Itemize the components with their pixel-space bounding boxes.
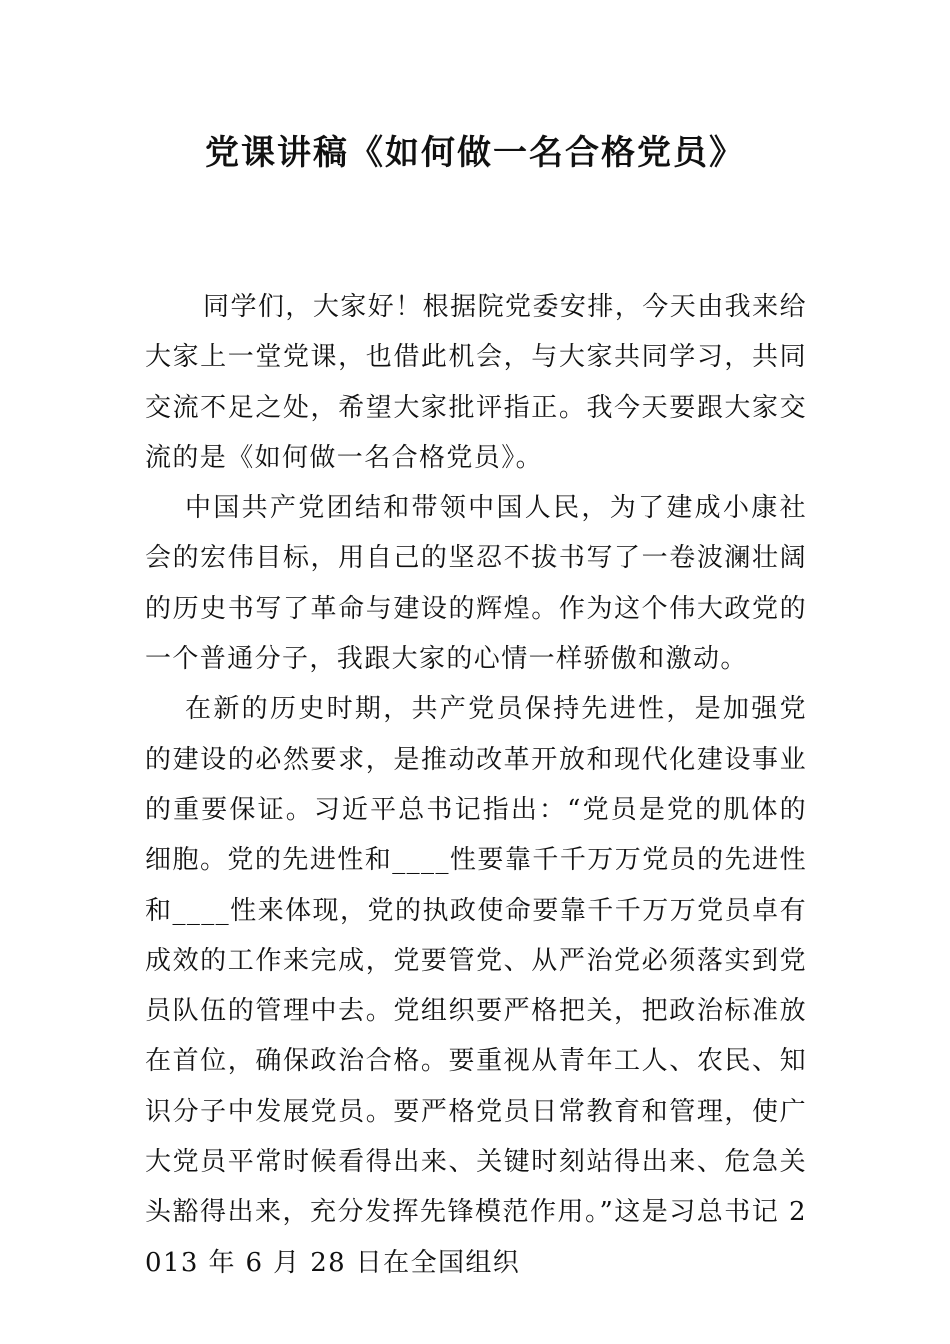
document-body [145, 282, 807, 1288]
document-title: 党课讲稿《如何做一名合格党员》 [205, 133, 745, 173]
paragraph-party-history: 中国共产党团结和带领中国人民，为了建成小康社会的宏伟目标，用自己的坚忍不拔书写了一卷波澜壮阔的历史书写了革命与建设的辉煌。作为这个伟大政党的一个普通分子，我跟大家的心情一样骄傲和激动。 [145, 493, 807, 675]
paragraph-new-era: 在新的历史时期，共产党员保持先进性，是加强党的建设的必然要求，是推动改革开放和现代化建设事业的重要保证。习近平总书记指出：“党员是党的肌体的细胞。党的先进性和____性要靠千千万万党员的先进性和____性来体现，党的执政使命要靠千千万万党员卓有成效的工作来完成，党要管党、从严治党必须落实到党员队伍的管理中去。党组织要严格把关，把政治标准放在首位，确保政治合格。要重视从青年工人、农民、知识分子中发展党员。要严格党员日常教育和管理，使广大党员平常时候看得出来、关键时刻站得出来、危急关头豁得出来，充分发挥先锋模范作用。”这是习总书记 2013 年 6 月 28 日在全国组织 [145, 694, 807, 1278]
paragraph-greeting: 同学们，大家好！根据院党委安排，今天由我来给大家上一堂党课，也借此机会，与大家共同学习，共同交流不足之处，希望大家批评指正。我今天要跟大家交流的是《如何做一名合格党员》。 [145, 292, 807, 473]
